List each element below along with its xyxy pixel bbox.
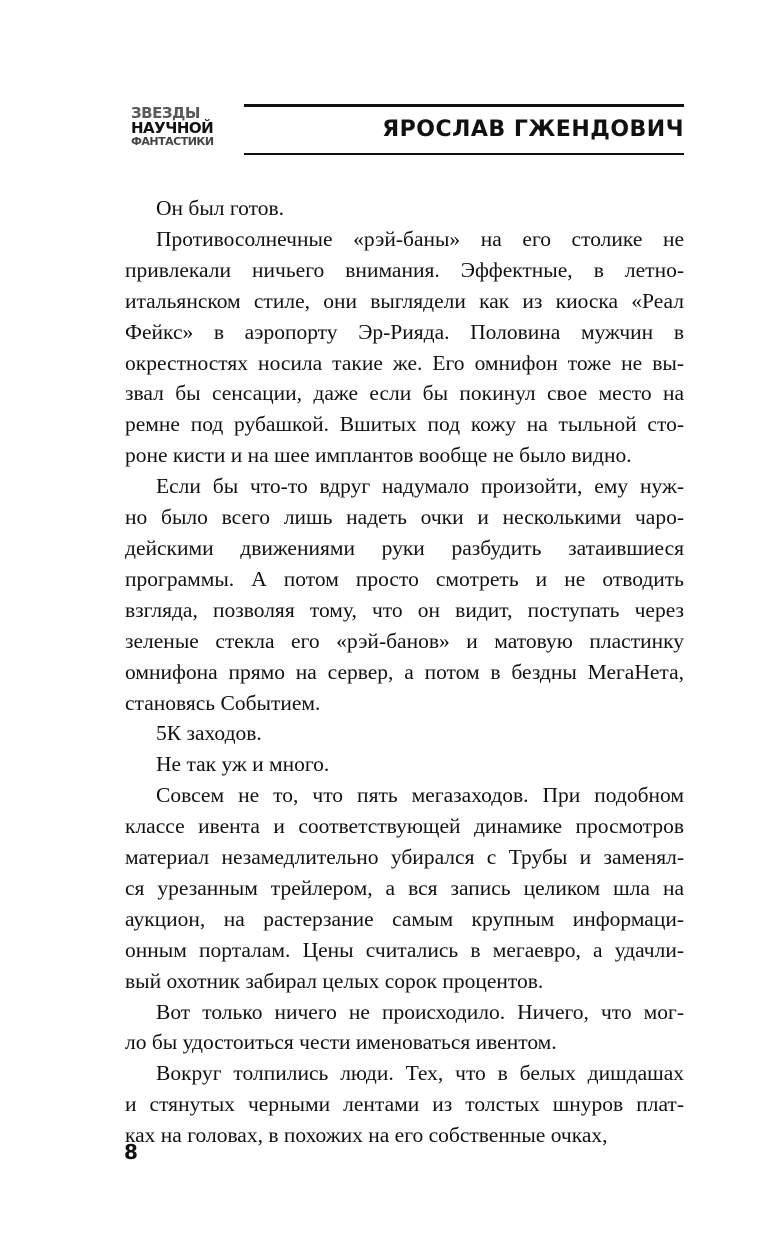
text-line: окрестностях носила такие же. Его омнифон тоже не вы- xyxy=(125,350,684,375)
header-top-rule xyxy=(244,104,684,107)
paragraph xyxy=(125,718,684,749)
paragraph xyxy=(125,1058,684,1151)
text-line: Фейкс» в аэропорту Эр-Рияда. Половина мужчин в xyxy=(125,319,684,344)
text-line: программы. А потом просто смотреть и не отводить xyxy=(125,566,684,591)
running-header-author: ЯРОСЛАВ ГЖЕНДОВИЧ xyxy=(382,117,684,142)
page-body-text xyxy=(125,193,684,1151)
text-line: Вокруг толпились люди. Тех, что в белых дишдашах xyxy=(156,1061,684,1086)
text-line: Не так уж и много. xyxy=(156,752,330,777)
text-line: ремне под рубашкой. Вшитых под кожу на тыльной сто- xyxy=(125,412,684,437)
text-line: 5К заходов. xyxy=(156,721,262,746)
text-line: вый охотник забирал целых сорок процентов. xyxy=(125,968,544,993)
header-bottom-rule xyxy=(244,153,684,155)
text-line: привлекали ничьего внимания. Эффектные, в летно- xyxy=(125,257,684,282)
text-line: Он был готов. xyxy=(156,196,285,220)
text-line: омнифона прямо на сервер, а потом в бездны МегаНета, xyxy=(125,659,684,684)
text-line: дейскими движениями руки разбудить затаившиеся xyxy=(125,535,684,560)
paragraph xyxy=(125,471,684,718)
series-logo xyxy=(131,106,251,150)
text-line: Совсем не то, что пять мегазаходов. При подобном xyxy=(156,783,684,808)
text-line: зеленые стекла его «рэй-банов» и матовую пластинку xyxy=(125,628,684,653)
logo-line-1: ЗВЕЗДЫ xyxy=(131,104,200,122)
text-line: и стянутых черными лентами из толстых шнуров плат- xyxy=(125,1092,684,1117)
text-line: Если бы что-то вдруг надумало произойти, ему нуж- xyxy=(156,474,684,499)
text-line: но было всего лишь надеть очки и несколькими чаро- xyxy=(125,505,684,530)
text-line: Противосолнечные «рэй-баны» на его столике не xyxy=(156,226,684,251)
text-line: онным порталам. Цены считались в мегаевро, а удачли- xyxy=(125,937,684,962)
text-line: ло бы удостоиться чести именоваться ивентом. xyxy=(125,1030,557,1055)
paragraph xyxy=(125,749,684,780)
text-line: взгляда, позволяя тому, что он видит, поступать через xyxy=(125,597,684,622)
text-line: роне кисти и на шее имплантов вообще не было видно. xyxy=(125,443,632,468)
paragraph xyxy=(125,997,684,1059)
text-line: звал бы сенсации, даже если бы покинул свое место на xyxy=(125,381,684,406)
text-line: материал незамедлительно убирался с Трубы и заменял- xyxy=(125,845,684,870)
text-line: ках на головах, в похожих на его собственные очках, xyxy=(125,1123,608,1148)
text-line: Вот только ничего не происходило. Ничего, что мог- xyxy=(156,999,684,1024)
text-line: классе ивента и соответствующей динамике просмотров xyxy=(125,814,684,839)
text-line: итальянском стиле, они выглядели как из киоска «Реал xyxy=(125,288,684,313)
text-line: аукцион, на растерзание самым крупным информаци- xyxy=(125,906,684,931)
paragraph xyxy=(125,193,684,224)
page-number: 8 xyxy=(124,1140,138,1164)
text-line: становясь Событием. xyxy=(125,690,321,715)
text-line: ся урезанным трейлером, а вся запись целиком шла на xyxy=(125,875,684,900)
logo-line-2: НАУЧНОЙ xyxy=(131,119,214,137)
logo-line-3: ФАНТАСТИКИ xyxy=(131,135,214,148)
paragraph xyxy=(125,224,684,471)
paragraph xyxy=(125,780,684,996)
